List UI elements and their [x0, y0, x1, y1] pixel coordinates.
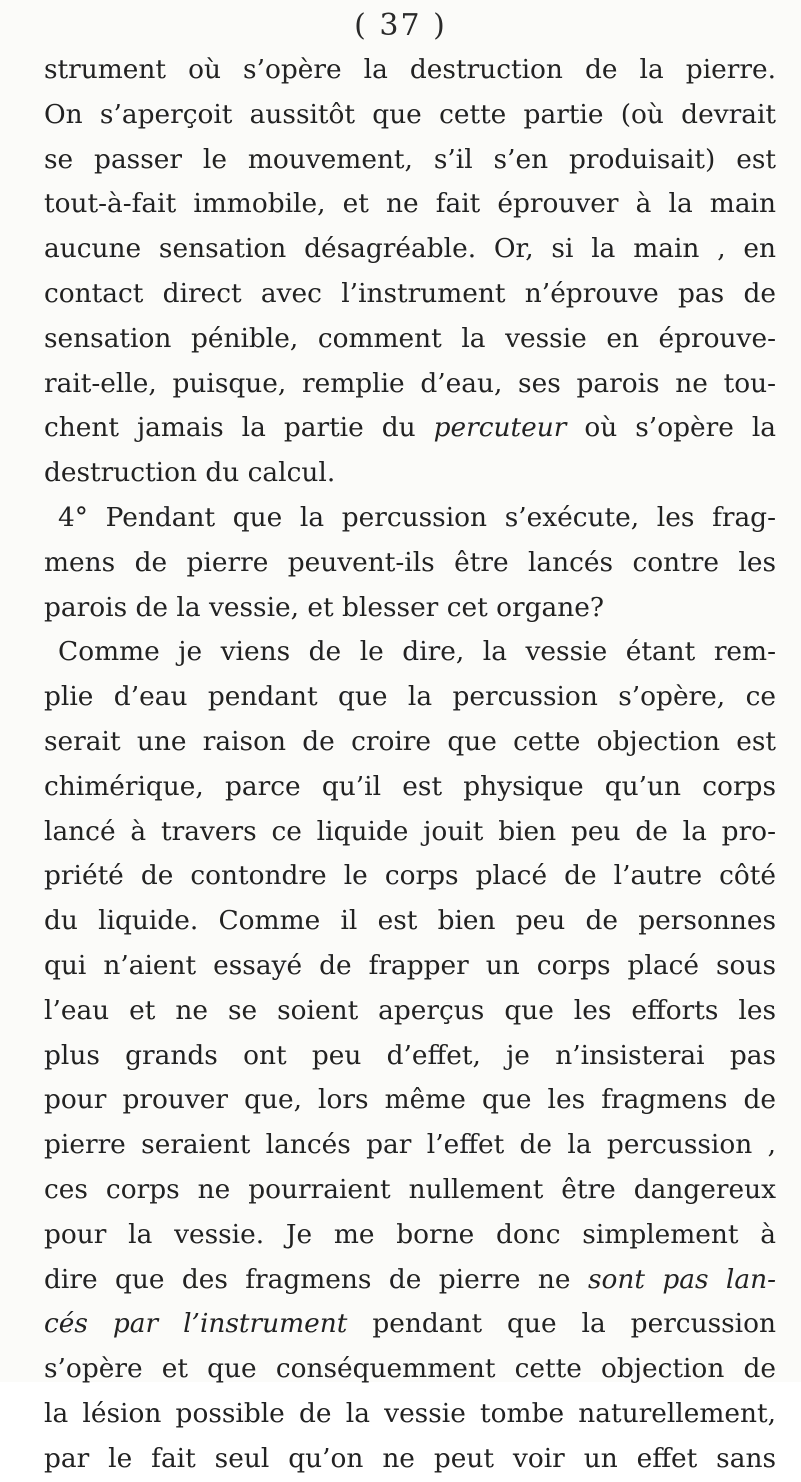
text-line	[44, 854, 776, 899]
text-line	[44, 586, 776, 631]
italic-text-run: percuteur	[433, 412, 567, 444]
text-line	[44, 675, 776, 720]
text-run: du liquide. Comme il est bien peu de personnes	[44, 905, 776, 937]
page-number: ( 37 )	[354, 8, 447, 43]
text-run: pendant que la percussion	[347, 1308, 776, 1340]
text-run: destruction du calcul.	[44, 457, 336, 489]
text-run: sensation pénible, comment la vessie en éprouve-	[44, 322, 776, 354]
text-run: aucune sensation désagréable. Or, si la main , en	[44, 233, 776, 265]
text-line	[44, 362, 776, 407]
text-line	[44, 1347, 776, 1392]
text-line	[44, 541, 776, 586]
text-run: où s’opère la	[566, 412, 776, 444]
text-run: rait-elle, puisque, remplie d’eau, ses parois ne tou-	[44, 367, 776, 399]
text-line	[44, 451, 776, 496]
text-run: chimérique, parce qu’il est physique qu’un corps	[44, 770, 776, 802]
text-run: l’eau et ne se soient aperçus que les efforts les	[44, 994, 776, 1026]
text-run: ces corps ne pourraient nullement être dangereux	[44, 1173, 776, 1205]
text-run: parois de la vessie, et blesser cet organe?	[44, 591, 604, 623]
text-line	[44, 272, 776, 317]
text-run: s’opère et que conséquemment cette objection de	[44, 1353, 776, 1385]
text-line	[44, 630, 776, 675]
text-line	[44, 1168, 776, 1213]
italic-text-run: sont pas lan-	[587, 1263, 776, 1295]
text-line	[44, 1302, 776, 1347]
text-run: serait une raison de croire que cette objection est	[44, 725, 776, 757]
text-line	[44, 899, 776, 944]
text-line	[44, 720, 776, 765]
text-line	[44, 48, 776, 93]
text-line	[44, 406, 776, 451]
text-line	[44, 93, 776, 138]
text-run: qui n’aient essayé de frapper un corps placé sous	[44, 949, 776, 981]
text-line	[44, 944, 776, 989]
text-run: pour la vessie. Je me borne donc simplement à	[44, 1218, 776, 1250]
text-run: se passer le mouvement, s’il s’en produisait) est	[44, 143, 776, 175]
text-run: Comme je viens de le dire, la vessie étant rem-	[58, 636, 776, 668]
text-line	[44, 1078, 776, 1123]
text-line	[44, 1213, 776, 1258]
text-run: plie d’eau pendant que la percussion s’opère, ce	[44, 681, 776, 713]
text-run: pierre seraient lancés par l’effet de la percussion ,	[44, 1129, 776, 1161]
text-run: plus grands ont peu d’effet, je n’insisterai pas	[44, 1039, 776, 1071]
text-run: mens de pierre peuvent-ils être lancés contre les	[44, 546, 776, 578]
text-run: contact direct avec l’instrument n’éprouve pas de	[44, 277, 776, 309]
text-run: par le fait seul qu’on ne peut voir un effet sans	[44, 1442, 776, 1474]
text-line	[44, 138, 776, 183]
text-run: lancé à travers ce liquide jouit bien peu de la pro-	[44, 815, 776, 847]
italic-text-run: cés par l’instrument	[44, 1308, 348, 1340]
text-line	[44, 182, 776, 227]
text-line	[44, 227, 776, 272]
text-line	[44, 317, 776, 362]
body-text	[44, 48, 776, 1482]
text-line	[44, 1392, 776, 1437]
text-line	[44, 1258, 776, 1303]
text-line	[44, 989, 776, 1034]
text-run: tout-à-fait immobile, et ne fait éprouver à la main	[44, 188, 776, 220]
text-line	[44, 1123, 776, 1168]
text-run: On s’aperçoit aussitôt que cette partie (où devrait	[44, 98, 776, 130]
text-line	[44, 765, 776, 810]
text-line	[44, 496, 776, 541]
text-line	[44, 1034, 776, 1079]
text-run: 4° Pendant que la percussion s’exécute, les frag-	[58, 501, 776, 533]
text-run: priété de contondre le corps placé de l’autre côté	[44, 860, 776, 892]
text-run: pour prouver que, lors même que les fragmens de	[44, 1084, 776, 1116]
text-line	[44, 810, 776, 855]
text-run: la lésion possible de la vessie tombe naturellement,	[44, 1397, 776, 1429]
text-run: chent jamais la partie du	[44, 412, 434, 444]
text-run: dire que des fragmens de pierre ne	[44, 1263, 588, 1295]
text-run: strument où s’opère la destruction de la pierre.	[44, 54, 776, 85]
text-line	[44, 1437, 776, 1482]
